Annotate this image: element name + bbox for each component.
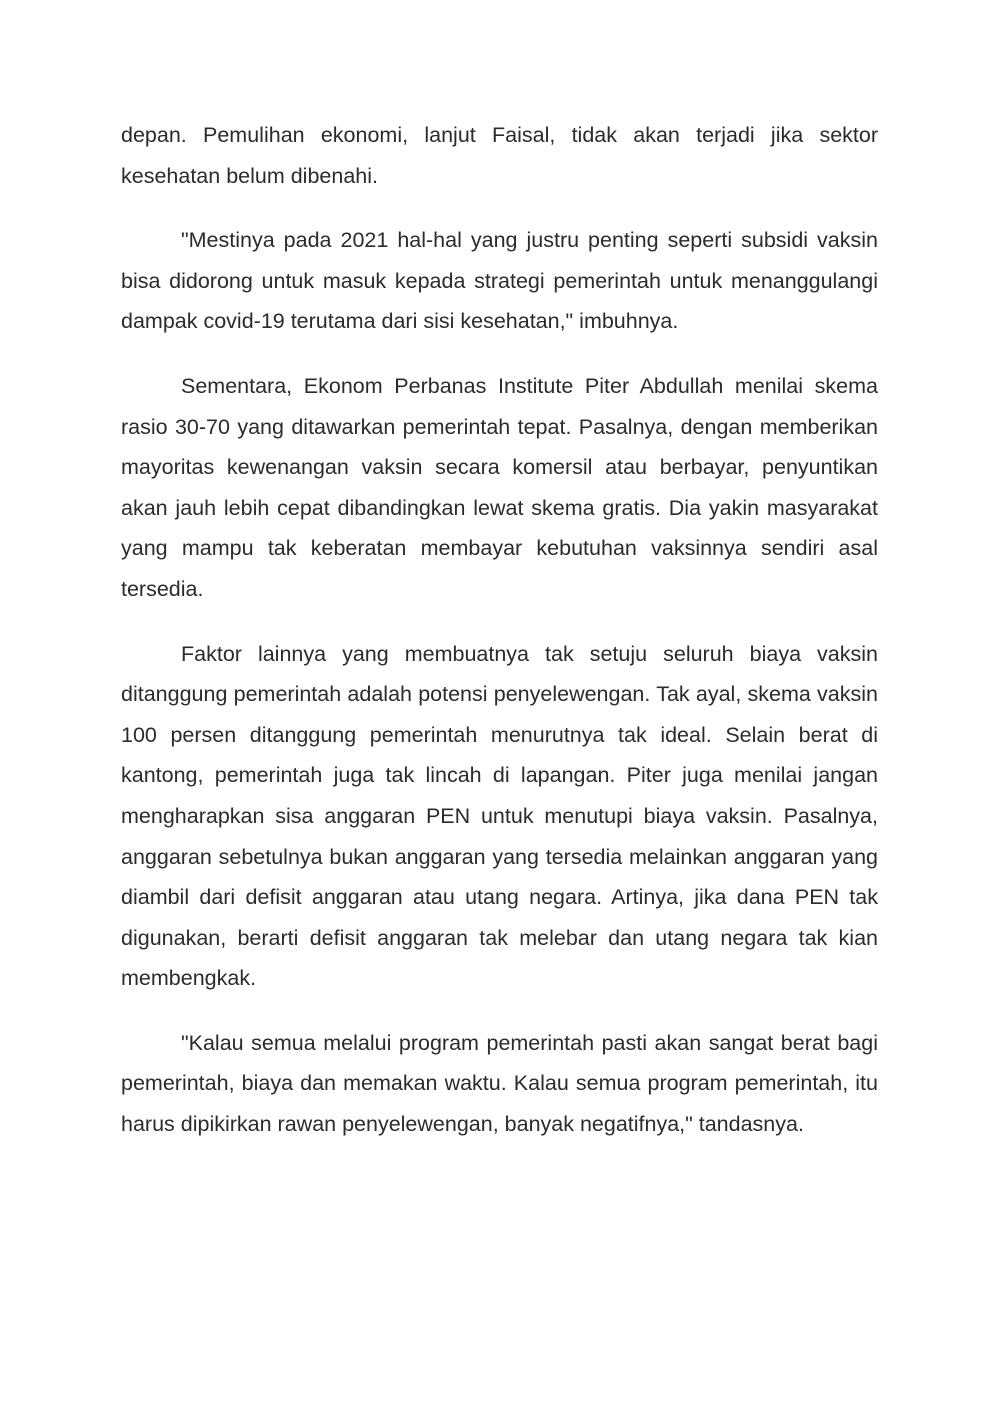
paragraph: "Mestinya pada 2021 hal-hal yang justru penting seperti subsidi vaksin bisa didorong untuk masuk kepada strategi pemerintah untuk menanggulangi dampak covid-19 terutama dari sisi kesehatan," imbuhnya. <box>121 228 878 334</box>
paragraph: Faktor lainnya yang membuatnya tak setuju seluruh biaya vaksin ditanggung pemerintah adalah potensi penyelewengan. Tak ayal, skema vaksin 100 persen ditanggung pemerintah menurutnya tak ideal. Selain berat di kantong, pemerintah juga tak lincah di lapangan. Piter juga menilai jangan mengharapkan sisa anggaran PEN untuk menutupi biaya vaksin. Pasalnya, anggaran sebetulnya bukan anggaran yang tersedia melainkan anggaran yang diambil dari defisit anggaran atau utang negara. Artinya, jika dana PEN tak digunakan, berarti defisit anggaran tak melebar dan utang negara tak kian membengkak. <box>121 641 878 991</box>
paragraph: depan. Pemulihan ekonomi, lanjut Faisal, tidak akan terjadi jika sektor kesehatan belum dibenahi. <box>121 123 878 188</box>
paragraph: "Kalau semua melalui program pemerintah pasti akan sangat berat bagi pemerintah, biaya dan memakan waktu. Kalau semua program pemerintah, itu harus dipikirkan rawan penyelewengan, banyak negatifnya," tandasnya. <box>121 1030 878 1137</box>
paragraph: Sementara, Ekonom Perbanas Institute Piter Abdullah menilai skema rasio 30-70 yang ditawarkan pemerintah tepat. Pasalnya, dengan memberikan mayoritas kewenangan vaksin secara komersil atau berbayar, penyuntikan akan jauh lebih cepat dibandingkan lewat skema gratis. Dia yakin masyarakat yang mampu tak keberatan membayar kebutuhan vaksinnya sendiri asal tersedia. <box>121 373 878 601</box>
document-page <box>121 115 878 1169</box>
